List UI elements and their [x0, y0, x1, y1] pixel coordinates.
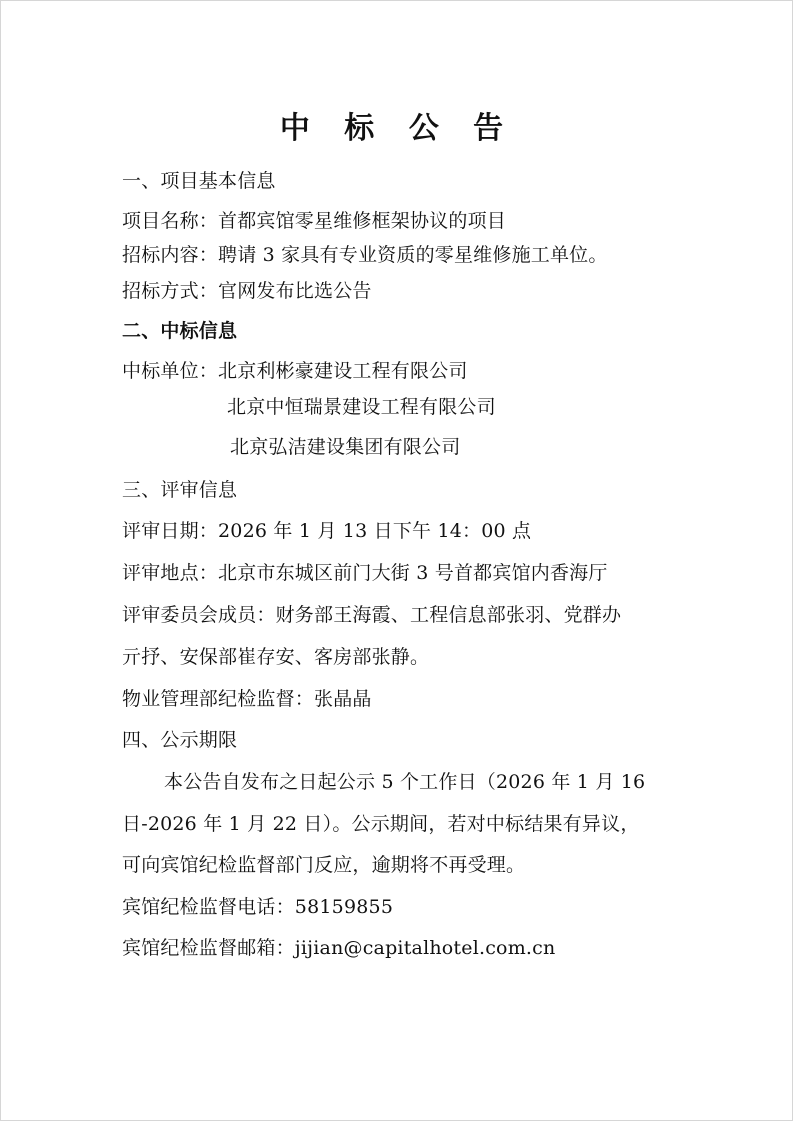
winner-line-1: 中标单位：北京利彬豪建设工程有限公司 — [122, 360, 468, 382]
section-heading-winner-info: 二、中标信息 — [122, 320, 238, 342]
section-heading-basic-info: 一、项目基本信息 — [122, 170, 276, 192]
review-date-line: 评审日期：2026 年 1 月 13 日下午 14：00 点 — [122, 520, 532, 542]
bid-method-line: 招标方式：官网发布比选公告 — [122, 280, 372, 302]
section-heading-publicity-period: 四、公示期限 — [122, 729, 238, 751]
winner-line-3: 北京弘洁建设集团有限公司 — [230, 436, 461, 458]
project-name-line: 项目名称：首都宾馆零星维修框架协议的项目 — [122, 210, 507, 232]
supervision-email-line: 宾馆纪检监督邮箱：jijian@capitalhotel.com.cn — [122, 937, 556, 959]
review-place-line: 评审地点：北京市东城区前门大街 3 号首都宾馆内香海厅 — [122, 562, 608, 584]
publicity-paragraph-line-1: 本公告自发布之日起公示 5 个工作日（2026 年 1 月 16 — [164, 771, 646, 793]
committee-line-1: 评审委员会成员：财务部王海霞、工程信息部张羽、党群办 — [122, 604, 622, 626]
supervision-phone-line: 宾馆纪检监督电话：58159855 — [122, 896, 394, 918]
supervisor-line: 物业管理部纪检监督：张晶晶 — [122, 688, 372, 710]
committee-line-2: 亓抒、安保部崔存安、客房部张静。 — [122, 646, 430, 668]
publicity-paragraph-line-3: 可向宾馆纪检监督部门反应，逾期将不再受理。 — [122, 854, 526, 876]
bid-content-line: 招标内容：聘请 3 家具有专业资质的零星维修施工单位。 — [122, 244, 608, 266]
winner-line-2: 北京中恒瑞景建设工程有限公司 — [227, 396, 496, 418]
publicity-paragraph-line-2: 日-2026 年 1 月 22 日）。公示期间，若对中标结果有异议， — [122, 813, 640, 835]
page-title: 中 标 公 告 — [279, 111, 516, 146]
section-heading-review-info: 三、评审信息 — [122, 479, 238, 501]
